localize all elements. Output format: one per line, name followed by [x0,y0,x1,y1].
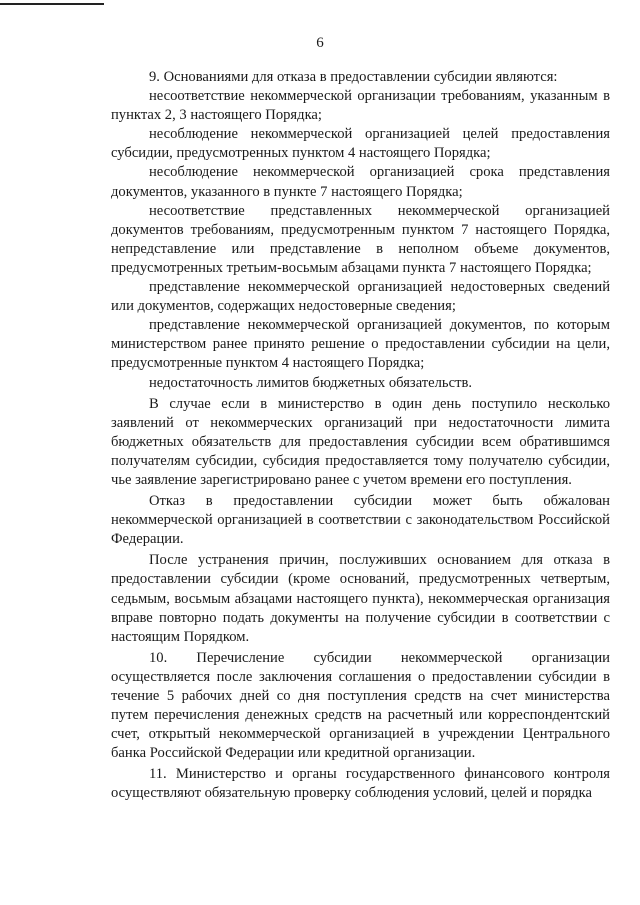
paragraph-10: 10. Перечисление субсидии некоммерческой организации осуществляется после заключения соглашения о предоставлении субсидии в течение 5 рабочих дней со дня поступления средств на счет министерства путем перечисления денежных средств на расчетный или корреспондентский счет, открытый некоммерческой организацией в учреждении Центрального банка Российской Федерации или кредитной организации. [111,649,610,762]
list-item: представление некоммерческой организацией недостоверных сведений или документов, содержащих недостоверные сведения; [111,279,610,315]
paragraph: Отказ в предоставлении субсидии может быть обжалован некоммерческой организацией в соответствии с законодательством Российской Федерации. [111,493,610,548]
list-item: несоблюдение некоммерческой организацией целей предоставления субсидии, предусмотренных пунктом 4 настоящего Порядка; [111,126,610,162]
list-item: недостаточность лимитов бюджетных обязательств. [149,374,472,391]
list-item: представление некоммерческой организацией документов, по которым министерством ранее принято решение о предоставлении субсидии на цели, предусмотренные пунктом 4 настоящего Порядка; [111,317,610,372]
paragraph: После устранения причин, послуживших основанием для отказа в предоставлении субсидии (кроме оснований, предусмотренных четвертым, седьмым, восьмым абзацами настоящего пункта), некоммерческая организация вправе повторно подать документы на получение субсидии в соответствии с настоящим Порядком. [111,552,610,645]
document-body [111,68,610,804]
page-number: 6 [316,35,324,51]
top-rule [0,3,104,5]
paragraph-11: 11. Министерство и органы государственного финансового контроля осуществляют обязательную проверку соблюдения условий, целей и порядка [111,766,610,802]
list-item: несоответствие представленных некоммерческой организацией документов требованиям, предусмотренным пунктом 7 настоящего Порядка, непредставление или представление в неполном объеме документов, предусмотренных третьим-восьмым абзацами пункта 7 настоящего Порядка; [111,202,610,276]
list-item: несоблюдение некоммерческой организацией срока представления документов, указанного в пункте 7 настоящего Порядка; [111,164,610,200]
list-item: несоответствие некоммерческой организации требованиям, указанным в пунктах 2, 3 настоящего Порядка; [111,88,610,124]
paragraph: В случае если в министерство в один день поступило несколько заявлений от некоммерческих организаций при недостаточности лимита бюджетных обязательств для предоставления субсидии всем обратившимся получателям субсидии, субсидия предоставляется тому получателю субсидии, чье заявление зарегистрировано ранее с учетом времени его поступления. [111,395,610,488]
paragraph-9-heading: 9. Основаниями для отказа в предоставлении субсидии являются: [149,69,558,85]
